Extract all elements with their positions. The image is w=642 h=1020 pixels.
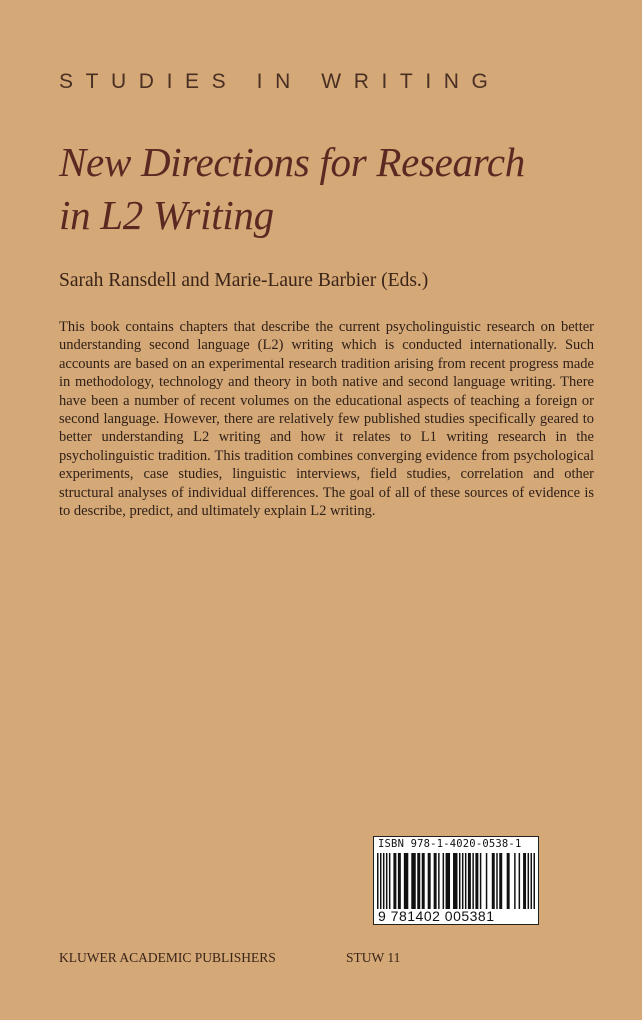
series-name: STUDIES IN WRITING [59,70,501,93]
barcode-bar [389,853,390,909]
barcode-digits: 9 781402 005381 [378,908,495,924]
barcode-bar [404,853,408,909]
book-authors: Sarah Ransdell and Marie-Laure Barbier (Eds.) [59,270,429,291]
barcode-bar [422,853,425,909]
barcode-bar [534,853,535,909]
barcode-bar [486,853,487,909]
barcode-bar [377,853,378,909]
barcode-bar [475,853,478,909]
barcode-bar [514,853,515,909]
book-title [59,136,619,242]
barcode-bar [380,853,381,909]
barcode-bar [434,853,437,909]
barcode-bar [428,853,431,909]
book-title-line-1: New Directions for Research [59,139,525,185]
barcode-bar [496,853,497,909]
barcode-bar [462,853,463,909]
barcode-bars [377,853,535,909]
barcode-bar [393,853,396,909]
barcode-bar [398,853,401,909]
book-title-line-2: in L2 Writing [59,192,274,238]
publisher-name: KLUWER ACADEMIC PUBLISHERS [59,950,276,965]
barcode-bar [507,853,510,909]
barcode-bar [465,853,466,909]
barcode-bar [492,853,495,909]
barcode-bar [459,853,460,909]
barcode-bar [528,853,529,909]
barcode-bar [446,853,450,909]
barcode-bar [411,853,415,909]
barcode-bar [438,853,439,909]
barcode-bar [443,853,444,909]
barcode-bar [531,853,532,909]
barcode-bar [499,853,502,909]
barcode-bar [523,853,526,909]
barcode [373,836,539,925]
series-code: STUW 11 [346,950,401,965]
barcode-bar [386,853,387,909]
barcode-bar [519,853,520,909]
isbn-label: ISBN 978-1-4020-0538-1 [378,838,522,850]
barcode-bar [417,853,420,909]
barcode-bar [472,853,473,909]
barcode-bar [468,853,471,909]
barcode-bar [480,853,481,909]
barcode-bar [383,853,384,909]
book-description: This book contains chapters that describe the current psycholinguistic research on better understanding second language (L2) writing which is conducted internationally. Such accounts are based on an experimental research tradition arising from recent progress made in methodology, technology and theory in both native and second language writing. There have been a number of recent volumes on the educational aspects of teaching a foreign or second language. However, there are relatively few published studies specifically geared to better understanding L2 writing and how it relates to L1 writing research in the psycholinguistic tradition. This tradition combines converging evidence from psychological experiments, case studies, linguistic interviews, field studies, correlation and other structural analyses of individual differences. The goal of all of these sources of evidence is to describe, predict, and ultimately explain L2 writing. [59,319,594,520]
barcode-bar [453,853,457,909]
